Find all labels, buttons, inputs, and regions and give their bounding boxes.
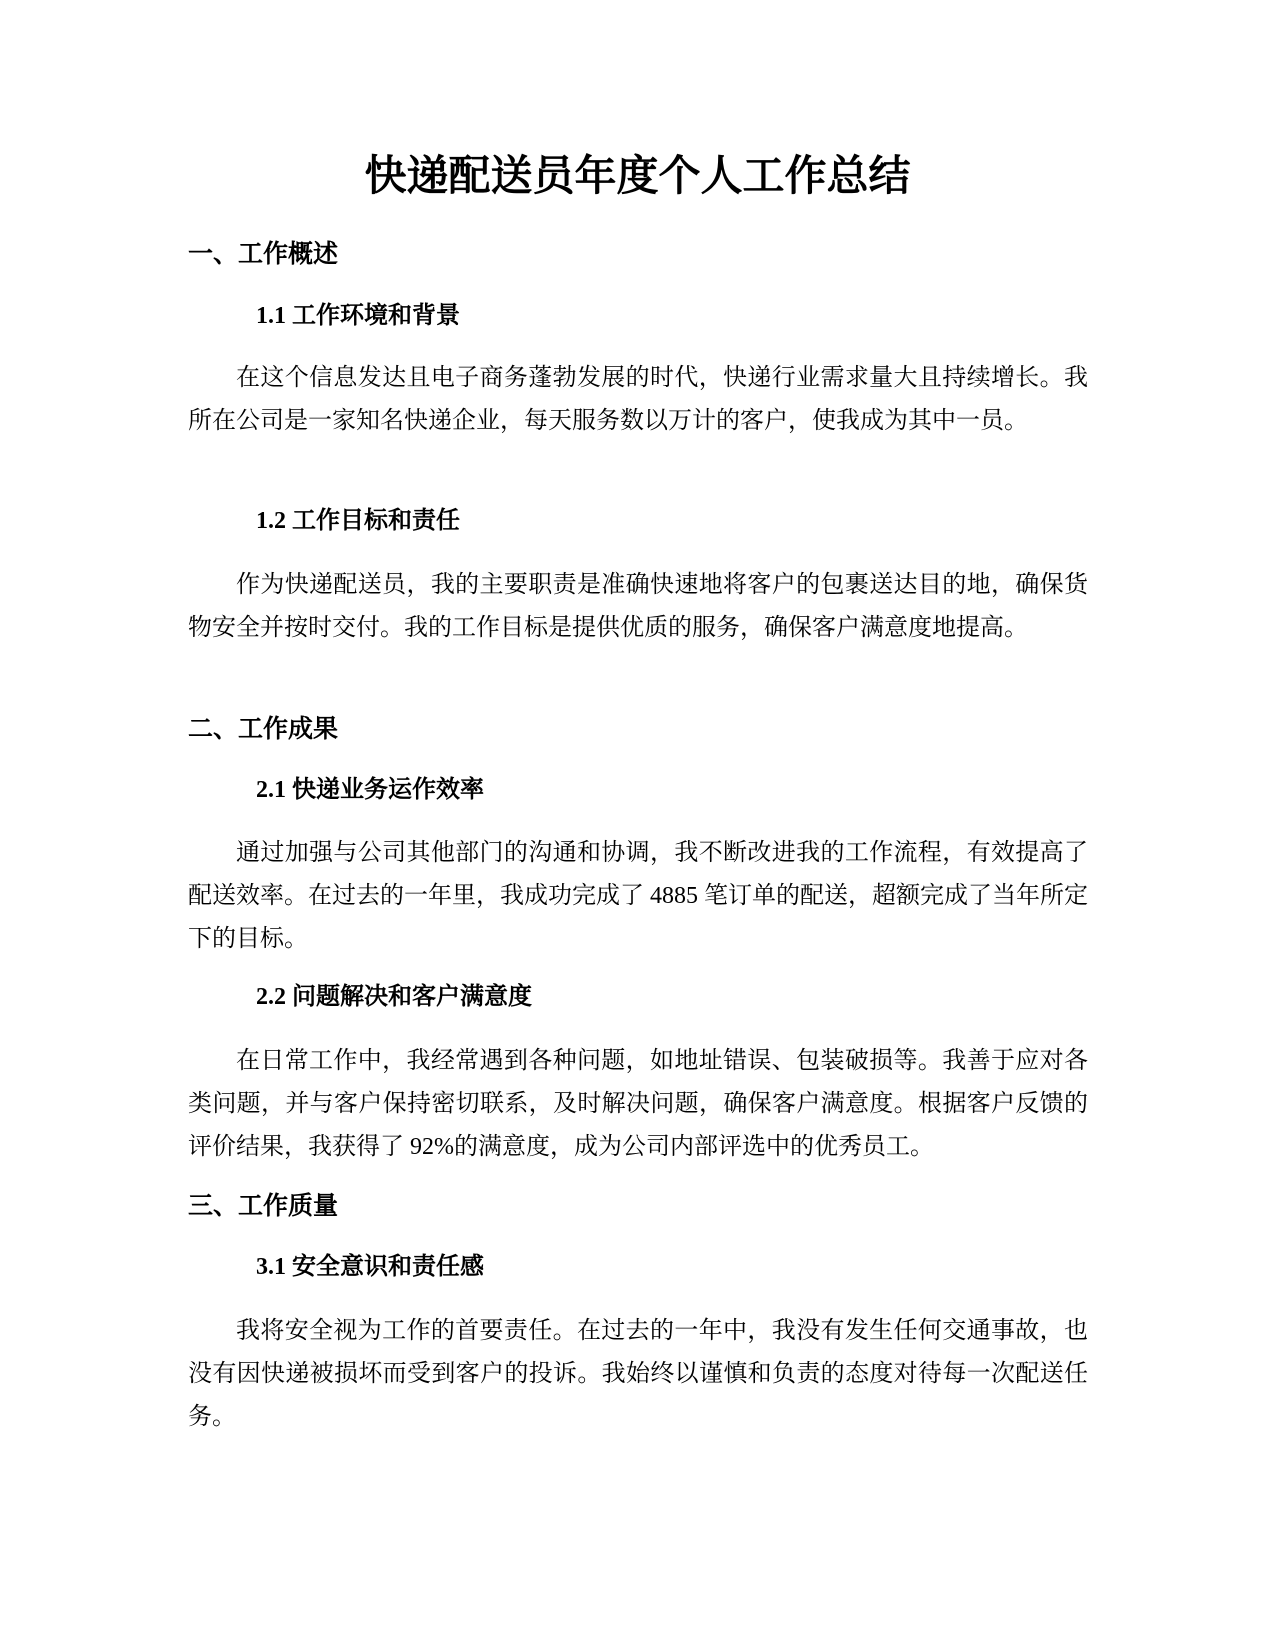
subsection-heading-3-1: 3.1 安全意识和责任感	[256, 1254, 484, 1280]
section-heading-2: 二、工作成果	[188, 714, 339, 743]
paragraph-3-1: 我将安全视为工作的首要责任。在过去的一年中，我没有发生任何交通事故，也没有因快递被损坏而受到客户的投诉。我始终以谨慎和负责的态度对待每一次配送任务。	[188, 1318, 1088, 1430]
document-title: 快递配送员年度个人工作总结	[364, 151, 911, 200]
paragraph-1-1: 在这个信息发达且电子商务蓬勃发展的时代，快递行业需求量大且持续增长。我所在公司是一家知名快递企业，每天服务数以万计的客户，使我成为其中一员。	[188, 365, 1088, 434]
subsection-heading-1-1: 1.1 工作环境和背景	[256, 303, 460, 329]
paragraph-1-2: 作为快递配送员，我的主要职责是准确快速地将客户的包裹送达目的地，确保货物安全并按时交付。我的工作目标是提供优质的服务，确保客户满意度地提高。	[188, 572, 1088, 641]
subsection-heading-2-1: 2.1 快递业务运作效率	[256, 777, 484, 803]
section-heading-3: 三、工作质量	[188, 1191, 339, 1220]
subsection-heading-2-2: 2.2 问题解决和客户满意度	[256, 984, 532, 1010]
paragraph-2-1: 通过加强与公司其他部门的沟通和协调，我不断改进我的工作流程，有效提高了配送效率。在过去的一年里，我成功完成了 4885 笔订单的配送，超额完成了当年所定下的目标。	[188, 840, 1088, 952]
paragraph-2-2: 在日常工作中，我经常遇到各种问题，如地址错误、包装破损等。我善于应对各类问题，并与客户保持密切联系，及时解决问题，确保客户满意度。根据客户反馈的评价结果，我获得了 92%的满意度，成为公司内部评选中的优秀员工。	[188, 1048, 1088, 1160]
section-heading-1: 一、工作概述	[188, 239, 339, 268]
subsection-heading-1-2: 1.2 工作目标和责任	[256, 508, 460, 534]
